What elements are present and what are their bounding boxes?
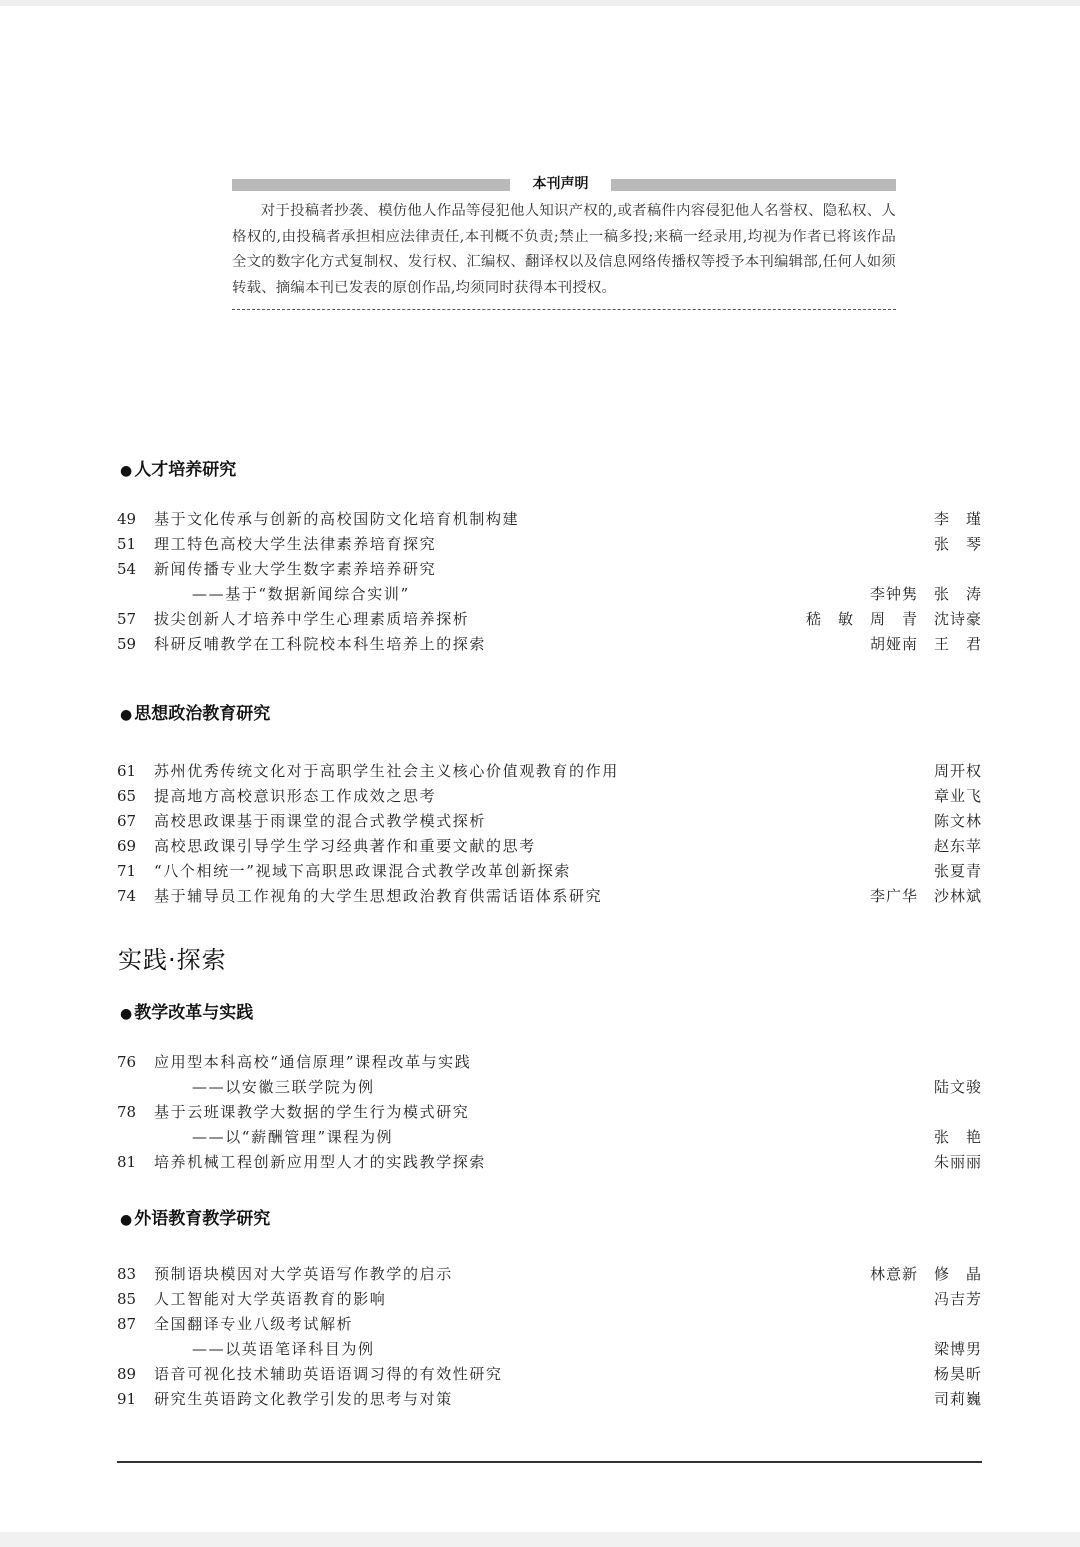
page-number: 87 xyxy=(117,1315,137,1333)
toc-entry[interactable] xyxy=(117,1287,982,1312)
toc-entry[interactable] xyxy=(117,607,982,632)
journal-notice xyxy=(232,173,896,310)
article-authors: 陆文骏 xyxy=(933,1078,982,1096)
article-title: 苏州优秀传统文化对于高职学生社会主义核心价值观教育的作用 xyxy=(154,762,619,780)
article-authors: 李广华 沙林斌 xyxy=(869,887,982,905)
article-subtitle: ——以英语笔译科目为例 xyxy=(192,1340,375,1358)
section-title: 人才培养研究 xyxy=(134,460,237,480)
article-title: 高校思政课基于雨课堂的混合式教学模式探析 xyxy=(154,812,487,830)
page-number: 85 xyxy=(117,1290,137,1308)
notice-bar-left xyxy=(232,179,510,191)
section-title: 教学改革与实践 xyxy=(134,1003,254,1023)
toc-entry[interactable] xyxy=(117,1100,982,1125)
bullet-icon: ● xyxy=(120,1006,133,1022)
article-authors: 章业飞 xyxy=(933,787,982,805)
toc-entry[interactable] xyxy=(117,1387,982,1412)
column-title: 实践·探索 xyxy=(118,946,227,974)
article-title: 新闻传播专业大学生数字素养培养研究 xyxy=(154,560,437,578)
article-authors: 李钟隽 张 涛 xyxy=(869,585,982,603)
notice-title: 本刊声明 xyxy=(532,176,589,192)
notice-header xyxy=(232,173,896,195)
bullet-icon: ● xyxy=(120,463,133,479)
page-number: 69 xyxy=(117,837,137,855)
bullet-icon: ● xyxy=(120,707,133,723)
toc-entry-subtitle[interactable] xyxy=(117,1125,982,1150)
page-number: 89 xyxy=(117,1365,137,1383)
article-authors: 周开权 xyxy=(933,762,982,780)
article-subtitle: ——基于“数据新闻综合实训” xyxy=(192,585,410,603)
article-authors: 胡娅南 王 君 xyxy=(869,635,982,653)
section-heading-foreign-language xyxy=(120,1204,270,1229)
article-authors: 冯吉芳 xyxy=(933,1290,982,1308)
toc-entry[interactable] xyxy=(117,507,982,532)
page-number: 59 xyxy=(117,635,137,653)
section-heading-talent xyxy=(120,455,236,480)
page-number: 49 xyxy=(117,510,137,528)
article-title: 基于云班课教学大数据的学生行为模式研究 xyxy=(154,1103,470,1121)
article-authors: 陈文林 xyxy=(933,812,982,830)
article-subtitle: ——以安徽三联学院为例 xyxy=(192,1078,375,1096)
page-number: 65 xyxy=(117,787,137,805)
toc-entry[interactable] xyxy=(117,1050,982,1075)
bottom-edge-strip xyxy=(0,1532,1080,1547)
article-authors: 张 琴 xyxy=(933,535,982,553)
article-authors: 朱丽丽 xyxy=(933,1153,982,1171)
toc-entry[interactable] xyxy=(117,859,982,884)
top-edge-strip xyxy=(0,0,1080,6)
article-title: 理工特色高校大学生法律素养培育探究 xyxy=(154,535,437,553)
toc-entry[interactable] xyxy=(117,632,982,657)
toc-entry[interactable] xyxy=(117,884,982,909)
article-subtitle: ——以“薪酬管理”课程为例 xyxy=(192,1128,394,1146)
page-number: 57 xyxy=(117,610,137,628)
page-number: 83 xyxy=(117,1265,137,1283)
article-authors: 李 瑾 xyxy=(933,510,982,528)
toc-entry[interactable] xyxy=(117,1150,982,1175)
article-title: 基于文化传承与创新的高校国防文化培育机制构建 xyxy=(154,510,520,528)
article-authors: 赵东苹 xyxy=(933,837,982,855)
page-number: 71 xyxy=(117,862,137,880)
page-number: 78 xyxy=(117,1103,137,1121)
article-title: 高校思政课引导学生学习经典著作和重要文献的思考 xyxy=(154,837,536,855)
page-number: 61 xyxy=(117,762,137,780)
toc-entry[interactable] xyxy=(117,1312,982,1337)
article-authors: 张 艳 xyxy=(933,1128,982,1146)
article-title: 语音可视化技术辅助英语语调习得的有效性研究 xyxy=(154,1365,503,1383)
toc-entry[interactable] xyxy=(117,1262,982,1287)
article-title: 培养机械工程创新应用型人才的实践教学探索 xyxy=(154,1153,487,1171)
toc-entry-subtitle[interactable] xyxy=(117,1337,982,1362)
article-authors: 梁博男 xyxy=(933,1340,982,1358)
toc-entry[interactable] xyxy=(117,532,982,557)
article-title: 基于辅导员工作视角的大学生思想政治教育供需话语体系研究 xyxy=(154,887,603,905)
bullet-icon: ● xyxy=(120,1212,133,1228)
article-title: 科研反哺教学在工科院校本科生培养上的探索 xyxy=(154,635,487,653)
toc-entry[interactable] xyxy=(117,834,982,859)
notice-body: 对于投稿者抄袭、模仿他人作品等侵犯他人知识产权的,或者稿件内容侵犯他人名誉权、隐私权、人格权的,由投稿者承担相应法律责任,本刊概不负责;禁止一稿多投;来稿一经录用,均视为作者已将该作品全文的数字化方式复制权、发行权、汇编权、翻译权以及信息网络传播权等授予本刊编辑部,任何人如须转载、摘编本刊已发表的原创作品,均须同时获得本刊授权。 xyxy=(232,203,896,296)
toc-entry[interactable] xyxy=(117,784,982,809)
section-title: 思想政治教育研究 xyxy=(134,704,271,724)
section-heading-teaching-reform xyxy=(120,998,253,1023)
article-title: 预制语块模因对大学英语写作教学的启示 xyxy=(154,1265,453,1283)
article-authors: 杨昊昕 xyxy=(933,1365,982,1383)
notice-dashed-rule xyxy=(232,309,896,310)
page-number: 67 xyxy=(117,812,137,830)
notice-bar-right xyxy=(611,179,896,191)
article-authors: 司莉巍 xyxy=(933,1390,982,1408)
toc-entry-subtitle[interactable] xyxy=(117,1075,982,1100)
toc-entry[interactable] xyxy=(117,1362,982,1387)
article-authors: 林意新 修 晶 xyxy=(869,1265,982,1283)
article-title: 应用型本科高校“通信原理”课程改革与实践 xyxy=(154,1053,472,1071)
page-number: 74 xyxy=(117,887,137,905)
article-authors: 嵇 敏 周 青 沈诗豪 xyxy=(805,610,982,628)
article-title: 人工智能对大学英语教育的影响 xyxy=(154,1290,387,1308)
section-title: 外语教育教学研究 xyxy=(134,1209,271,1229)
page-number: 91 xyxy=(117,1390,137,1408)
toc-entry[interactable] xyxy=(117,557,982,582)
page-number: 51 xyxy=(117,535,137,553)
article-title: 全国翻译专业八级考试解析 xyxy=(154,1315,354,1333)
page-number: 76 xyxy=(117,1053,137,1071)
toc-entry[interactable] xyxy=(117,809,982,834)
toc-entry[interactable] xyxy=(117,759,982,784)
bottom-rule xyxy=(117,1461,982,1463)
article-title: “八个相统一”视域下高职思政课混合式教学改革创新探索 xyxy=(154,862,571,880)
article-title: 研究生英语跨文化教学引发的思考与对策 xyxy=(154,1390,453,1408)
article-title: 拔尖创新人才培养中学生心理素质培养探析 xyxy=(154,610,470,628)
page-number: 81 xyxy=(117,1153,137,1171)
article-authors: 张夏青 xyxy=(933,862,982,880)
article-title: 提高地方高校意识形态工作成效之思考 xyxy=(154,787,437,805)
page-number: 54 xyxy=(117,560,137,578)
toc-entry-subtitle[interactable] xyxy=(117,582,982,607)
section-heading-ideology xyxy=(120,699,270,724)
